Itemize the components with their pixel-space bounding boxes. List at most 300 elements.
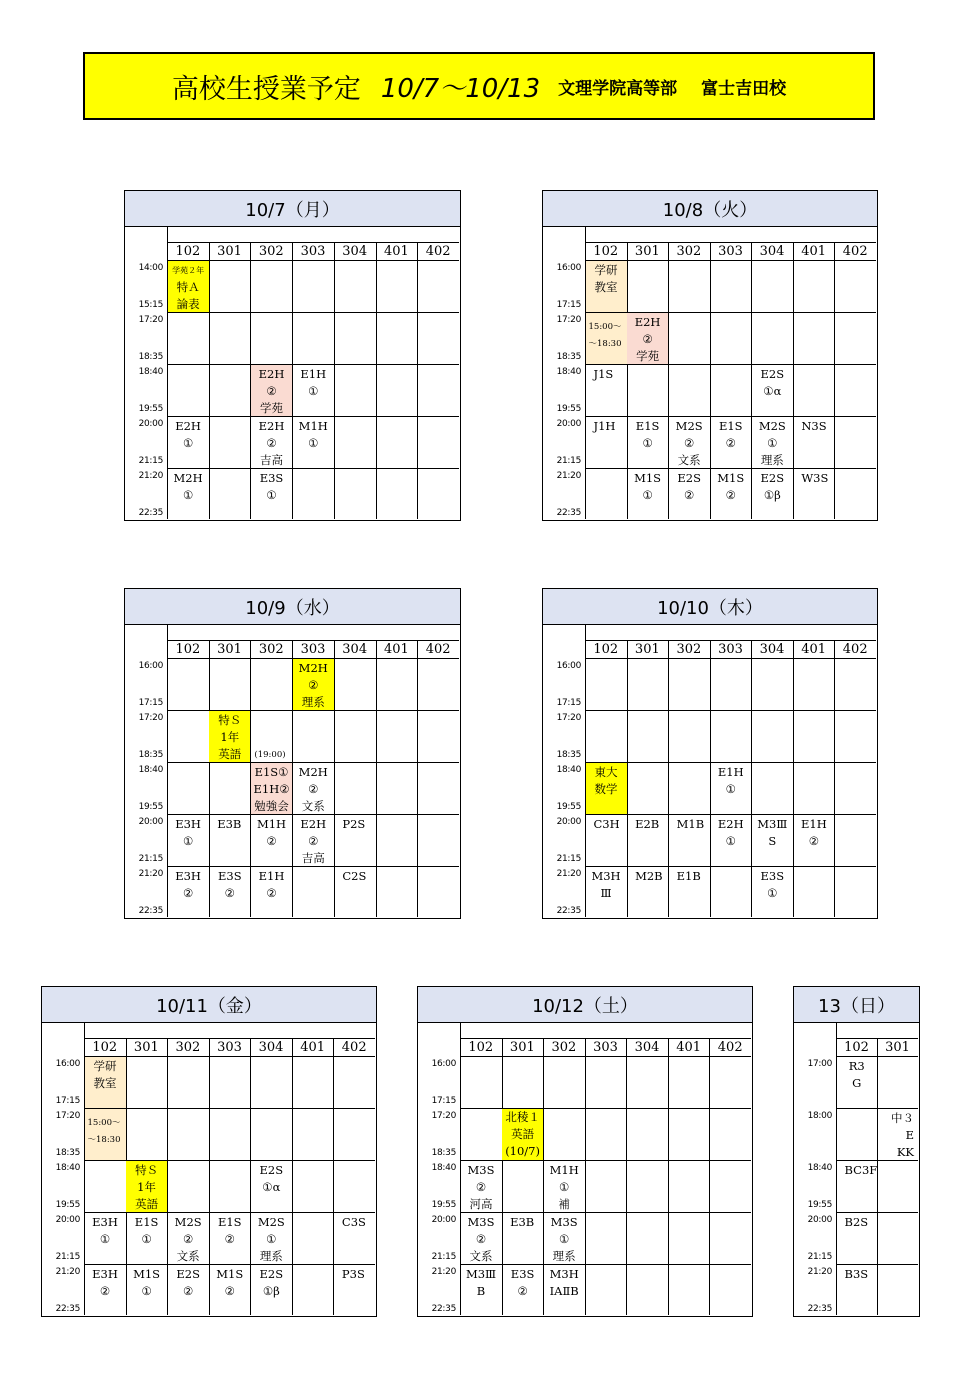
class-cell-line: P2S [342, 817, 366, 831]
slot-start-time: 17:20 [431, 1111, 456, 1121]
class-cell [502, 1265, 543, 1316]
room-label: 301 [509, 1040, 535, 1055]
grid-line [585, 658, 876, 659]
class-cell-line: C2S [342, 869, 367, 883]
class-cell-line: B [476, 1284, 486, 1298]
day-title: 13（日） [794, 987, 919, 1023]
slot-start-time: 18:40 [556, 765, 581, 775]
class-cell-line: J1S [593, 367, 614, 381]
grid-line [334, 243, 335, 519]
grid-line [585, 260, 876, 261]
day-title: 10/11（金） [42, 987, 376, 1023]
class-cell [586, 867, 627, 918]
class-cell-line: E1S [718, 419, 743, 433]
slot-end-time: 22:35 [807, 1304, 832, 1314]
class-cell-line: ① [182, 834, 194, 848]
class-cell-line: M2H [298, 661, 328, 675]
slot-end-time: 19:55 [55, 1200, 80, 1210]
class-cell [168, 867, 209, 918]
slot-end-time: 22:35 [138, 906, 163, 916]
class-cell-line: ① [308, 384, 319, 398]
class-cell [837, 1161, 878, 1212]
slot-end-time: 22:35 [556, 906, 581, 916]
class-cell-line: E2B [635, 817, 660, 831]
class-cell-line: M1S [634, 471, 662, 485]
class-cell-line: 教室 [93, 1076, 117, 1090]
class-cell [334, 867, 375, 918]
class-cell [461, 1213, 502, 1264]
class-cell [334, 1213, 375, 1264]
class-cell [126, 1213, 167, 1264]
class-cell-line: KK [896, 1145, 914, 1159]
class-cell [168, 815, 209, 866]
class-cell-line: M1S [133, 1267, 161, 1281]
slot-start-time: 21:20 [55, 1267, 80, 1277]
class-cell [251, 763, 292, 814]
day-schedule [124, 190, 461, 521]
class-cell [586, 815, 627, 866]
class-cell-line: E2S [176, 1267, 200, 1281]
slot-start-time: 21:20 [431, 1267, 456, 1277]
class-cell [251, 1213, 292, 1264]
room-label: 304 [342, 244, 368, 259]
class-cell-line: 教室 [594, 280, 618, 294]
room-label: 303 [593, 1040, 618, 1055]
slot-start-time: 20:00 [556, 817, 581, 827]
class-cell [334, 1265, 375, 1316]
class-cell-line: ② [308, 678, 319, 692]
room-label: 304 [759, 642, 785, 657]
class-cell [669, 417, 710, 468]
class-cell-line: ① [725, 834, 736, 848]
slot-start-time: 16:00 [556, 661, 581, 671]
class-cell-line: C3S [341, 1215, 366, 1229]
class-cell-line: M3Ⅲ [465, 1267, 497, 1281]
class-cell-line: M3Ⅲ [757, 817, 788, 831]
class-cell-line: ①β [262, 1284, 280, 1298]
grid-line [585, 242, 876, 243]
class-cell [293, 417, 334, 468]
class-cell [837, 1213, 878, 1264]
slot-end-time: 21:15 [138, 854, 163, 864]
class-cell-line: 特Ｓ [218, 713, 242, 727]
grid-line [460, 1056, 751, 1057]
grid-line [417, 641, 418, 917]
class-cell [710, 417, 751, 468]
class-cell-line: 15:00～ [87, 1118, 121, 1128]
class-cell-line: ① [141, 1284, 152, 1298]
class-cell [209, 711, 250, 762]
slot-start-time: 20:00 [138, 419, 163, 429]
day-schedule [124, 588, 461, 919]
room-label: 402 [717, 1040, 743, 1055]
room-label: 402 [425, 642, 451, 657]
slot-start-time: 21:20 [138, 869, 163, 879]
slot-start-time: 18:40 [55, 1163, 80, 1173]
class-cell-line: E3H [92, 1215, 118, 1229]
slot-end-time: 17:15 [431, 1096, 456, 1106]
slot-start-time: 17:20 [55, 1111, 80, 1121]
grid-line [209, 243, 210, 519]
class-cell-line: 15:00～ [588, 322, 622, 332]
room-label: 303 [217, 1040, 242, 1055]
class-cell-line: 特Ｓ [135, 1163, 159, 1177]
class-cell-line: 補 [558, 1197, 570, 1211]
class-cell-line: 英語 [218, 747, 242, 761]
class-cell [669, 867, 710, 918]
room-label: 402 [842, 244, 868, 259]
slot-end-time: 17:15 [138, 698, 163, 708]
day-schedule [542, 190, 878, 521]
slot-start-time: 18:00 [807, 1111, 832, 1121]
room-label: 102 [593, 642, 619, 657]
class-cell-line: ② [725, 488, 736, 502]
slot-end-time: 19:55 [138, 802, 163, 812]
class-cell [627, 867, 668, 918]
class-cell-line: M2S [257, 1215, 285, 1229]
slot-end-time: 18:35 [556, 750, 581, 760]
class-cell-line: ① [767, 886, 778, 900]
room-label: 102 [175, 244, 201, 259]
class-cell [752, 815, 793, 866]
slot-end-time: 19:55 [138, 404, 163, 414]
class-cell-line: ① [559, 1180, 570, 1194]
class-cell-line: ② [308, 834, 319, 848]
class-cell [752, 469, 793, 520]
class-cell [752, 417, 793, 468]
slot-end-time: 21:15 [431, 1252, 456, 1262]
class-cell-line: ② [475, 1180, 487, 1194]
class-cell-line: ① [182, 436, 194, 450]
class-cell-line: 理系 [301, 695, 325, 709]
class-cell [627, 417, 668, 468]
slot-start-time: 17:20 [556, 713, 581, 723]
date-range: 10/7～10/13 [380, 73, 541, 104]
room-label: 304 [258, 1040, 284, 1055]
slot-start-time: 18:40 [138, 367, 163, 377]
slot-end-time: 19:55 [556, 404, 581, 414]
slot-start-time: 17:20 [556, 315, 581, 325]
slot-end-time: 19:55 [807, 1200, 832, 1210]
class-cell [461, 1265, 502, 1316]
room-label: 301 [217, 244, 242, 259]
room-label: 301 [885, 1040, 910, 1055]
class-cell-line: E1S [217, 1215, 242, 1229]
class-cell-line: M2B [635, 869, 663, 883]
class-cell-line: E2S [760, 367, 785, 381]
class-cell-line: G [852, 1076, 862, 1090]
room-label: 302 [676, 642, 702, 657]
class-cell [251, 1161, 292, 1212]
class-cell [85, 1213, 126, 1264]
campus-name: 富士吉田校 [701, 78, 787, 99]
class-cell-line: 北稜１ [505, 1110, 540, 1124]
class-cell-line: Ⅲ [600, 886, 612, 900]
class-cell-line: E2S [259, 1163, 284, 1177]
grid-line [84, 1038, 375, 1039]
slot-start-time: 16:00 [138, 661, 163, 671]
class-cell-line: M2H [298, 765, 328, 779]
class-cell-line: 学苑 [636, 349, 660, 363]
grid-line [460, 1038, 751, 1039]
class-cell [793, 417, 834, 468]
slot-end-time: 21:15 [138, 456, 163, 466]
slot-start-time: 18:40 [431, 1163, 456, 1173]
class-cell-line: N3S [801, 419, 827, 433]
room-label: 301 [217, 642, 242, 657]
grid-line [376, 641, 377, 917]
class-cell-line: E3H [175, 817, 201, 831]
class-cell-line: E2H [717, 817, 744, 831]
class-cell [627, 469, 668, 520]
class-cell-line: 文系 [176, 1249, 200, 1263]
class-cell-line: ② [266, 436, 277, 450]
class-cell-line: ② [224, 1232, 235, 1246]
class-cell-line: ① [182, 488, 194, 502]
class-cell-line: B2S [844, 1215, 869, 1229]
grid-line [376, 243, 377, 519]
slot-start-time: 20:00 [807, 1215, 832, 1225]
class-cell-line: ① [266, 488, 277, 502]
day-title: 10/8（火） [543, 191, 877, 227]
class-cell [168, 1213, 209, 1264]
slot-end-time: 17:15 [556, 300, 581, 310]
class-cell-line: E3S [510, 1267, 535, 1281]
class-cell-line: ② [224, 1284, 235, 1298]
grid-line [585, 710, 876, 711]
class-cell-line: ① [725, 782, 736, 796]
slot-start-time: 21:20 [556, 869, 581, 879]
class-cell-line: E3S [259, 471, 284, 485]
class-cell-line: M2S [675, 419, 703, 433]
room-label: 304 [634, 1040, 660, 1055]
slot-start-time: 16:00 [556, 263, 581, 273]
grid-line [834, 243, 835, 519]
slot-end-time: 17:15 [55, 1096, 80, 1106]
class-cell-line: 中３ [891, 1111, 914, 1125]
room-label: 303 [300, 244, 326, 259]
slot-end-time: 22:35 [431, 1304, 456, 1314]
room-label: 401 [801, 244, 827, 259]
class-cell [209, 1213, 250, 1264]
title-banner [83, 52, 875, 120]
class-cell-line: E1B [676, 869, 701, 883]
grid-line [585, 640, 876, 641]
class-cell-line: 学研 [594, 263, 618, 277]
class-cell-line: 英語 [135, 1197, 159, 1211]
class-cell-line: ①α [262, 1180, 281, 1194]
class-cell-line: (10/7) [505, 1144, 540, 1158]
room-label: 102 [468, 1040, 494, 1055]
class-cell-line: J1H [593, 419, 616, 433]
class-cell-line: 文系 [677, 453, 701, 467]
room-label: 303 [300, 642, 326, 657]
class-cell-line: R3 [848, 1059, 865, 1073]
class-cell [293, 365, 334, 416]
class-cell-line: ① [642, 436, 653, 450]
room-label: 102 [593, 244, 619, 259]
room-label: 303 [718, 642, 743, 657]
class-cell-line: E3S [218, 869, 242, 883]
class-cell [85, 1265, 126, 1316]
class-cell-line: E3H [175, 869, 201, 883]
class-cell-line: ② [266, 834, 277, 848]
class-cell-line: ② [475, 1232, 487, 1246]
slot-end-time: 18:35 [138, 750, 163, 760]
class-cell-line: E2S [760, 471, 785, 485]
slot-end-time: 18:35 [431, 1148, 456, 1158]
class-cell-line: ①α [763, 384, 782, 398]
day-title: 10/9（水） [125, 589, 460, 625]
time-note: (19:00) [254, 750, 286, 760]
room-label: 102 [92, 1040, 118, 1055]
slot-start-time: 18:40 [807, 1163, 832, 1173]
class-cell-line: S [768, 834, 777, 848]
slot-end-time: 15:15 [138, 300, 163, 310]
room-label: 301 [634, 642, 660, 657]
class-cell [168, 417, 209, 468]
class-cell-line: ② [642, 332, 653, 346]
school-name: 文理学院高等部 [558, 78, 678, 99]
class-cell [586, 763, 627, 814]
class-cell-line: E2H [634, 315, 661, 329]
room-label: 102 [844, 1040, 869, 1055]
class-cell-line: 勉強会 [254, 799, 289, 813]
class-cell-line: M1B [676, 817, 705, 831]
class-cell [544, 1265, 585, 1316]
room-label: 302 [551, 1040, 577, 1055]
class-cell-line: M1H [549, 1163, 579, 1177]
class-cell-line: ① [642, 488, 653, 502]
class-cell-line: M1S [216, 1267, 244, 1281]
class-cell-line: M2S [758, 419, 786, 433]
class-cell [209, 815, 250, 866]
room-label: 401 [384, 642, 409, 657]
room-label: 302 [175, 1040, 201, 1055]
class-cell-line: ② [808, 834, 820, 848]
class-cell [502, 1109, 543, 1160]
slot-start-time: 17:20 [138, 713, 163, 723]
slot-end-time: 21:15 [556, 854, 581, 864]
class-cell [793, 815, 834, 866]
grid-line [460, 1160, 751, 1161]
class-cell-line: E1S① [254, 765, 289, 779]
class-cell [669, 469, 710, 520]
grid-line [84, 1108, 375, 1109]
class-cell-line: ② [725, 436, 736, 450]
class-cell-line: E2S [677, 471, 701, 485]
slot-end-time: 17:15 [556, 698, 581, 708]
slot-end-time: 21:15 [55, 1252, 80, 1262]
class-cell-line: M2H [173, 471, 203, 485]
class-cell-line: ② [183, 1284, 194, 1298]
class-cell-line: ② [183, 1232, 194, 1246]
class-cell-line: ～18:30 [87, 1135, 121, 1145]
class-cell [251, 1265, 292, 1316]
slot-start-time: 16:00 [431, 1059, 456, 1069]
room-label: 304 [759, 244, 785, 259]
class-cell-line: 英語 [511, 1127, 535, 1141]
class-cell-line: ～18:30 [588, 339, 622, 349]
class-cell-line: 文系 [301, 799, 325, 813]
class-cell-line: M1H [298, 419, 328, 433]
class-cell [627, 815, 668, 866]
class-cell [586, 313, 627, 364]
grid-line [292, 1039, 293, 1315]
class-cell [586, 417, 627, 468]
slot-start-time: 18:40 [556, 367, 581, 377]
slot-end-time: 22:35 [138, 508, 163, 518]
class-cell-line: E2H [175, 419, 201, 433]
class-cell-line: 数学 [594, 782, 618, 796]
class-cell-line: M3H [549, 1267, 579, 1281]
slot-start-time: 21:20 [807, 1267, 832, 1277]
class-cell [586, 261, 627, 312]
class-cell [752, 867, 793, 918]
class-cell-line: E [905, 1128, 914, 1142]
room-label: 303 [718, 244, 743, 259]
slot-end-time: 21:15 [807, 1252, 832, 1262]
room-label: 102 [175, 642, 201, 657]
class-cell-line: M3S [467, 1215, 495, 1229]
class-cell [85, 1109, 126, 1160]
grid-line [417, 243, 418, 519]
class-cell [251, 417, 292, 468]
slot-end-time: 22:35 [55, 1304, 80, 1314]
class-cell-line: 学苑 [260, 401, 284, 415]
class-cell-line: ② [182, 886, 194, 900]
room-label: 401 [676, 1040, 702, 1055]
class-cell [293, 815, 334, 866]
class-cell-line: M1S [717, 471, 745, 485]
slot-start-time: 20:00 [55, 1215, 80, 1225]
class-cell [837, 1265, 878, 1316]
class-cell-line: ② [517, 1284, 528, 1298]
class-cell-line: M3S [550, 1215, 578, 1229]
slot-start-time: 17:20 [138, 315, 163, 325]
class-cell [752, 365, 793, 416]
class-cell-line: 理系 [552, 1249, 576, 1263]
room-label: 301 [133, 1040, 159, 1055]
class-cell [461, 1161, 502, 1212]
class-cell-line: E3B [217, 817, 242, 831]
class-cell-line: 東大 [594, 765, 618, 779]
grid-line [709, 1039, 710, 1315]
grid-line [167, 312, 459, 313]
class-cell [293, 659, 334, 710]
class-cell [544, 1161, 585, 1212]
class-cell [251, 365, 292, 416]
class-cell [793, 469, 834, 520]
room-label: 402 [341, 1040, 367, 1055]
room-label: 301 [634, 244, 660, 259]
class-cell-line: ② [266, 886, 277, 900]
class-cell-line: E3B [510, 1215, 535, 1229]
class-cell-line: ① [266, 1232, 277, 1246]
grid-line [167, 468, 459, 469]
class-cell-line: 文系 [469, 1249, 493, 1263]
class-cell-line: E2H [300, 817, 327, 831]
class-cell-line: E2H [258, 419, 285, 433]
class-cell-line: C3H [593, 817, 620, 831]
grid-line [793, 641, 794, 917]
class-cell-line: E1H [717, 765, 744, 779]
class-cell-line: 河高 [469, 1197, 493, 1211]
class-cell [293, 763, 334, 814]
class-cell [586, 365, 627, 416]
class-cell-line: ⅠAⅡB [549, 1284, 579, 1298]
room-label: 401 [801, 642, 827, 657]
